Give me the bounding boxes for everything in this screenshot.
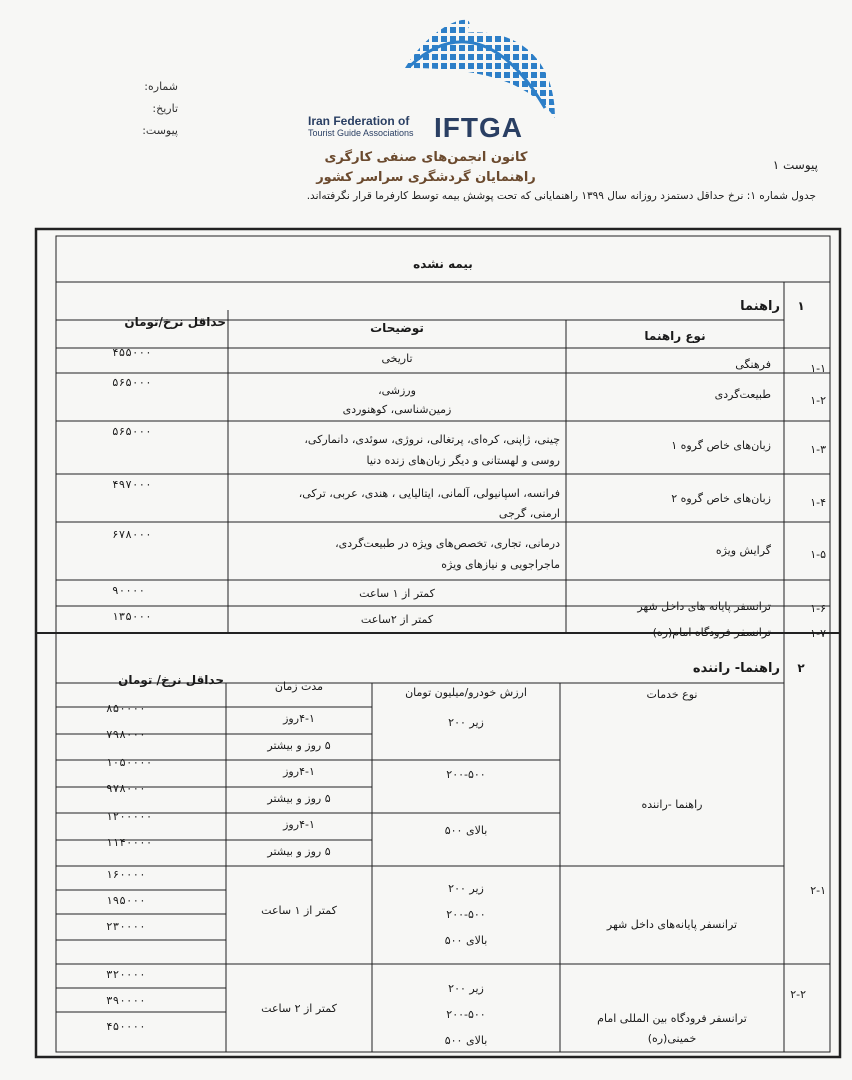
row-number: ۲-۲ (790, 988, 806, 1001)
guide-type: زبان‌های خاص گروه ۲ (671, 492, 771, 505)
min-rate: ۴۹۷۰۰۰ (112, 478, 152, 491)
min-rate: ۹۰۰۰۰ (112, 584, 146, 597)
min-rate: ۱۶۰۰۰۰ (106, 868, 146, 881)
min-rate: ۱۱۴۰۰۰۰ (106, 836, 153, 849)
row-number: ۱-۷ (810, 627, 826, 640)
description-line1: فرانسه، اسپانیولی، آلمانی، ایتالیایی ، هندی، عربی، ترکی، (298, 487, 560, 500)
section2-number: ۲ (797, 661, 805, 675)
duration: ۴-۱روز (283, 818, 315, 831)
min-rate: ۴۵۰۰۰۰ (106, 1020, 146, 1033)
vehicle-value: ۲۰۰-۵۰۰ (446, 768, 486, 781)
org-name-en-line2: Tourist Guide Associations (308, 128, 414, 138)
duration: کمتر از ۲ ساعت (261, 1002, 337, 1015)
min-rate: ۲۳۰۰۰۰ (106, 920, 146, 933)
min-rate: ۳۲۰۰۰۰ (106, 968, 146, 981)
min-rate: ۵۶۵۰۰۰ (112, 425, 152, 438)
date-label: تاریخ: (152, 102, 178, 115)
vehicle-value: بالای ۵۰۰ (444, 824, 488, 837)
row-number: ۱-۶ (810, 602, 826, 615)
description-line1: درمانی، تجاری، تخصص‌های ویژه در طبیعت‌گردی، (335, 537, 560, 550)
min-rate: ۴۵۵۰۰۰ (112, 346, 152, 359)
duration: ۵ روز و بیشتر (267, 792, 331, 805)
min-rate: ۱۰۵۰۰۰۰ (106, 756, 153, 769)
min-rate: ۱۳۵۰۰۰ (112, 610, 152, 623)
col-header-description: توضیحات (370, 321, 424, 335)
vehicle-value: زیر ۲۰۰ (448, 716, 484, 729)
description-line1: چینی، ژاپنی، کره‌ای، پرتغالی، نروژی، سوئدی، دانمارکی، (304, 433, 560, 446)
duration: ۵ روز و بیشتر (267, 845, 331, 858)
guide-type: زبان‌های خاص گروه ۱ (671, 439, 771, 452)
description-line2: زمین‌شناسی، کوهنوردی (342, 403, 452, 416)
table-banner: بیمه نشده (413, 257, 473, 271)
row-number: ۲-۱ (810, 884, 826, 897)
row-number: ۱-۳ (810, 443, 826, 456)
guide-type: گرایش ویژه (715, 544, 771, 557)
duration: ۴-۱روز (283, 765, 315, 778)
description-line2: ماجراجویی و نیازهای ویژه (441, 558, 560, 571)
vehicle-value: بالای ۵۰۰ (444, 1034, 488, 1047)
col-header-rate: حداقل نرخ/ تومان (118, 673, 224, 687)
description-line1: ورزشی، (378, 384, 416, 397)
table-caption: جدول شماره ۱: نرخ حداقل دستمزد روزانه سال ۱۳۹۹ راهنمایانی که تحت پوشش بیمه توسط کارفرما قرار نگرفته‌اند. (306, 190, 816, 202)
col-header-rate: حداقل نرخ/تومان (124, 315, 226, 329)
description: تاریخی (381, 352, 413, 365)
duration: ۵ روز و بیشتر (267, 739, 331, 752)
min-rate: ۳۹۰۰۰۰ (106, 994, 146, 1007)
col-header-duration: مدت زمان (274, 680, 324, 693)
vehicle-value: زیر ۲۰۰ (448, 982, 484, 995)
org-name-fa-line1: کانون انجمن‌های صنفی کارگری (324, 150, 528, 165)
col-header-vehicle-value: ارزش خودرو/میلیون تومان (405, 686, 527, 699)
description-line2: ارمنی، گرجی (498, 507, 560, 520)
service-terminal-transfer: ترانسفر پایانه‌های داخل شهر (606, 918, 738, 931)
vehicle-value: ۲۰۰-۵۰۰ (446, 908, 486, 921)
number-label: شماره: (144, 80, 178, 93)
service-guide-driver: راهنما -راننده (641, 798, 703, 811)
min-rate: ۱۲۰۰۰۰۰ (106, 810, 153, 823)
description: کمتر از ۱ ساعت (359, 587, 435, 600)
row-number: ۱-۱ (810, 362, 826, 375)
min-rate: ۵۶۵۰۰۰ (112, 376, 152, 389)
guide-type: فرهنگی (735, 358, 771, 371)
vehicle-value: ۲۰۰-۵۰۰ (446, 1008, 486, 1021)
min-rate: ۹۷۸۰۰۰ (106, 782, 146, 795)
row-number: ۱-۴ (810, 496, 826, 509)
org-abbreviation: IFTGA (434, 112, 523, 143)
guide-type: طبیعت‌گردی (714, 388, 771, 401)
duration: کمتر از ۱ ساعت (261, 904, 337, 917)
row-number: ۱-۵ (810, 548, 826, 561)
org-name-en-line1: Iran Federation of (308, 114, 410, 128)
col-header-guide-type: نوع راهنما (644, 329, 706, 343)
vehicle-value: زیر ۲۰۰ (448, 882, 484, 895)
guide-type: ترانسفر پایانه های داخل شهر (637, 600, 771, 613)
vehicle-value: بالای ۵۰۰ (444, 934, 488, 947)
min-rate: ۸۵۰۰۰۰ (106, 702, 146, 715)
min-rate: ۶۷۸۰۰۰ (112, 528, 152, 541)
guide-type: ترانسفر فرودگاه امام(ره) (652, 626, 771, 639)
appendix-label: پیوست ۱ (772, 158, 818, 172)
description-line2: روسی و لهستانی و دیگر زبان‌های زنده دنیا (366, 454, 560, 467)
section1-title: راهنما (740, 299, 780, 314)
min-rate: ۱۹۵۰۰۰ (106, 894, 146, 907)
service-airport-transfer-line2: خمینی(ره) (647, 1032, 697, 1045)
service-airport-transfer-line1: ترانسفر فرودگاه بین المللی امام (597, 1012, 747, 1025)
section1-number: ۱ (797, 299, 805, 313)
description: کمتر از ۲ساعت (360, 613, 434, 626)
attachment-label: پیوست: (142, 124, 178, 137)
row-number: ۱-۲ (810, 394, 826, 407)
min-rate: ۷۹۸۰۰۰ (106, 728, 146, 741)
col-header-service-type: نوع خدمات (646, 688, 698, 701)
duration: ۴-۱روز (283, 712, 315, 725)
section2-title: راهنما- راننده (692, 661, 780, 676)
org-name-fa-line2: راهنمایان گردشگری سراسر کشور (316, 170, 536, 185)
